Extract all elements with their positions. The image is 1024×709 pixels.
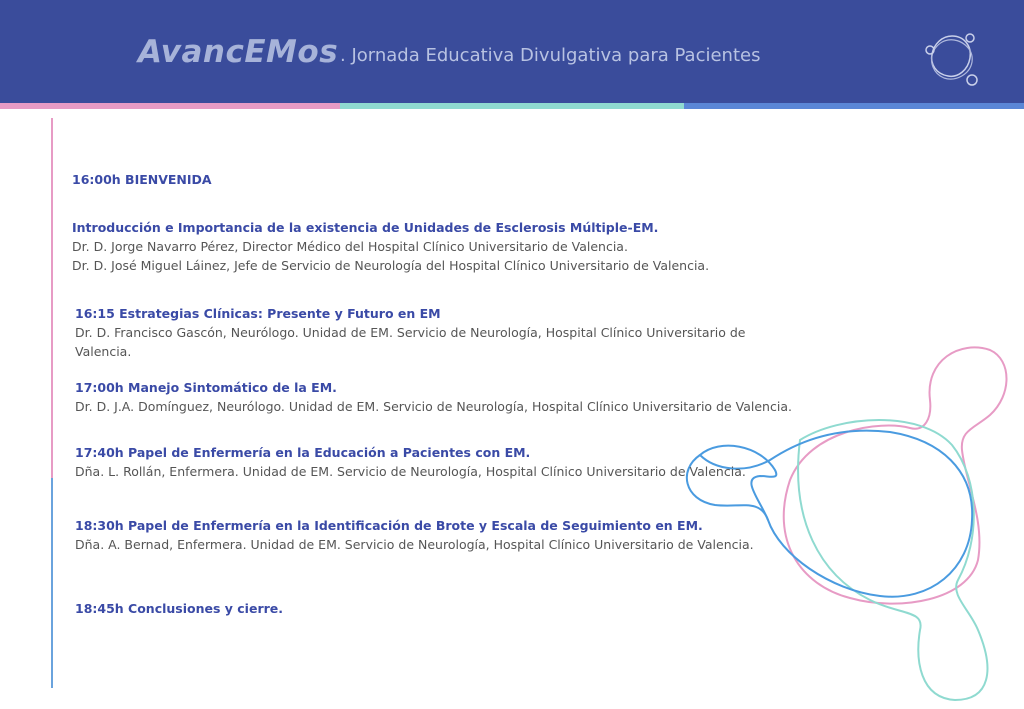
session-1-speaker-line-2: Valencia. [75,344,132,359]
session-4-title: 18:30h Papel de Enfermería en la Identificación de Brote y Escala de Seguimiento en EM. [75,518,703,533]
event-subtitle: . Jornada Educativa Divulgativa para Pacientes [340,45,761,66]
brand-title: AvancEMos [138,34,339,70]
session-3-speaker: Dña. L. Rollán, Enfermera. Unidad de EM. Servicio de Neurología, Hospital Clínico Universitario de Valencia. [75,464,746,479]
session-2 [75,378,805,416]
session-1 [75,304,805,361]
intro-speaker-1: Dr. D. Jorge Navarro Pérez, Director Médico del Hospital Clínico Universitario de Valencia. [72,239,628,254]
session-4 [75,516,805,554]
welcome-heading: 16:00h BIENVENIDA [72,172,212,187]
session-2-title: 17:00h Manejo Sintomático de la EM. [75,380,337,395]
session-3-title: 17:40h Papel de Enfermería en la Educación a Pacientes con EM. [75,445,531,460]
session-4-speaker: Dña. A. Bernad, Enfermera. Unidad de EM. Servicio de Neurología, Hospital Clínico Universitario de Valencia. [75,537,754,552]
closing-heading: 18:45h Conclusiones y cierre. [75,601,284,616]
intro-section [72,218,802,275]
session-2-speaker: Dr. D. J.A. Domínguez, Neurólogo. Unidad de EM. Servicio de Neurología, Hospital Clínico Universitario de Valencia. [75,399,792,414]
session-1-speaker-line-1: Dr. D. Francisco Gascón, Neurólogo. Unidad de EM. Servicio de Neurología, Hospital Clínico Universitario de [75,325,746,340]
session-1-title: 16:15 Estrategias Clínicas: Presente y Futuro en EM [75,306,441,321]
intro-speaker-2: Dr. D. José Miguel Láinez, Jefe de Servicio de Neurología del Hospital Clínico Universitario de Valencia. [72,258,710,273]
intro-title: Introducción e Importancia de la existencia de Unidades de Esclerosis Múltiple-EM. [72,220,659,235]
session-3 [75,443,805,481]
